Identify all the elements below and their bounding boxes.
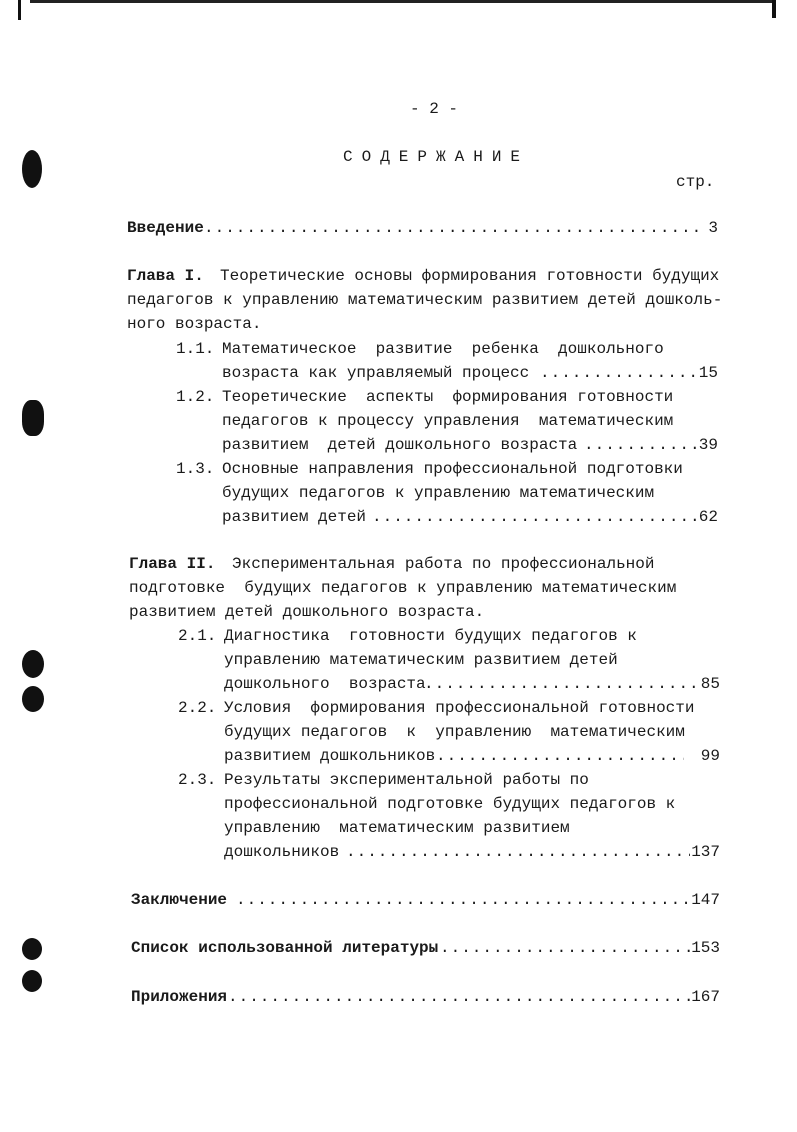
section-title-line: развитием детей дошкольного возраста [222, 436, 578, 454]
section-number: 1.3. [176, 460, 215, 478]
chapter2-label: Глава II. [129, 555, 216, 573]
section-number: 2.2. [178, 699, 217, 717]
toc-leader-dots [228, 985, 690, 1009]
section-number: 2.3. [178, 771, 217, 789]
page-column-label: стр. [676, 173, 715, 191]
section-page: 62 [698, 508, 718, 526]
section-title-line: будущих педагогов к управлению математическим [222, 484, 655, 502]
toc-intro-label: Введение [127, 219, 204, 237]
toc-appendix-label: Приложения [131, 988, 228, 1006]
section-title-line: Результаты экспериментальной работы по [224, 771, 589, 789]
section-title-line: Диагностика готовности будущих педагогов к [224, 627, 637, 645]
punch-hole-mark [22, 686, 44, 712]
section-page: 39 [698, 436, 718, 454]
section-title-line: управлению математическим развитием [224, 819, 570, 837]
section-title-line: развитием дошкольников [224, 747, 436, 765]
chapter1-title-line: педагогов к управлению математическим развитием детей дошколь- [127, 291, 723, 309]
toc-leader-dots [584, 433, 698, 457]
section-page: 137 [691, 843, 720, 861]
chapter1-title-line: Теоретические основы формирования готовности будущих [220, 267, 720, 285]
punch-hole-mark [22, 150, 42, 188]
toc-conclusion-page: 147 [691, 891, 720, 909]
toc-leader-dots [236, 888, 690, 912]
section-page: 85 [700, 675, 720, 693]
section-number: 1.1. [176, 340, 215, 358]
toc-leader-dots [436, 744, 684, 768]
section-title-line: профессиональной подготовке будущих педагогов к [224, 795, 676, 813]
section-title-line: возраста как управляемый процесс [222, 364, 530, 382]
chapter2-title-line: Экспериментальная работа по профессиональной [232, 555, 655, 573]
section-title-line: педагогов к процессу управления математическим [222, 412, 674, 430]
chapter2-title-line: подготовке будущих педагогов к управлению математическим [129, 579, 677, 597]
scan-corner-mark [772, 0, 776, 18]
section-title-line: будущих педагогов к управлению математическим [224, 723, 685, 741]
section-title-line: развитием детей [222, 508, 367, 526]
toc-leader-dots [204, 216, 702, 240]
section-number: 1.2. [176, 388, 215, 406]
punch-hole-mark [22, 970, 42, 992]
section-title-line: Условия формирования профессиональной готовности [224, 699, 695, 717]
page-title: СОДЕРЖАНИЕ [343, 148, 530, 166]
page-number: - 2 - [410, 100, 459, 118]
scan-edge-mark [18, 0, 21, 20]
section-page: 15 [698, 364, 718, 382]
chapter1-title-line: ного возраста. [127, 315, 262, 333]
section-title-line: дошкольного возраста [224, 675, 426, 693]
chapter2-title-line: развитием детей дошкольного возраста. [129, 603, 485, 621]
section-title-line: управлению математическим развитием детей [224, 651, 618, 669]
toc-references-label: Список использованной литературы [131, 939, 439, 957]
punch-hole-mark [22, 400, 44, 436]
section-title-line: Теоретические аспекты формирования готовности [222, 388, 674, 406]
chapter1-label: Глава I. [127, 267, 204, 285]
toc-references-page: 153 [691, 939, 720, 957]
toc-leader-dots [440, 936, 690, 960]
scan-top-border [30, 0, 775, 3]
punch-hole-mark [22, 650, 44, 678]
section-title-line: Основные направления профессиональной подготовки [222, 460, 683, 478]
toc-conclusion-label: Заключение [131, 891, 228, 909]
toc-leader-dots [424, 672, 700, 696]
punch-hole-mark [22, 938, 42, 960]
toc-appendix-page: 167 [691, 988, 720, 1006]
toc-leader-dots [540, 361, 698, 385]
toc-intro-page: 3 [708, 219, 718, 237]
toc-leader-dots [346, 840, 690, 864]
section-title-line: дошкольников [224, 843, 340, 861]
toc-leader-dots [372, 505, 698, 529]
section-page: 99 [700, 747, 720, 765]
section-title-line: Математическое развитие ребенка дошкольного [222, 340, 664, 358]
section-number: 2.1. [178, 627, 217, 645]
